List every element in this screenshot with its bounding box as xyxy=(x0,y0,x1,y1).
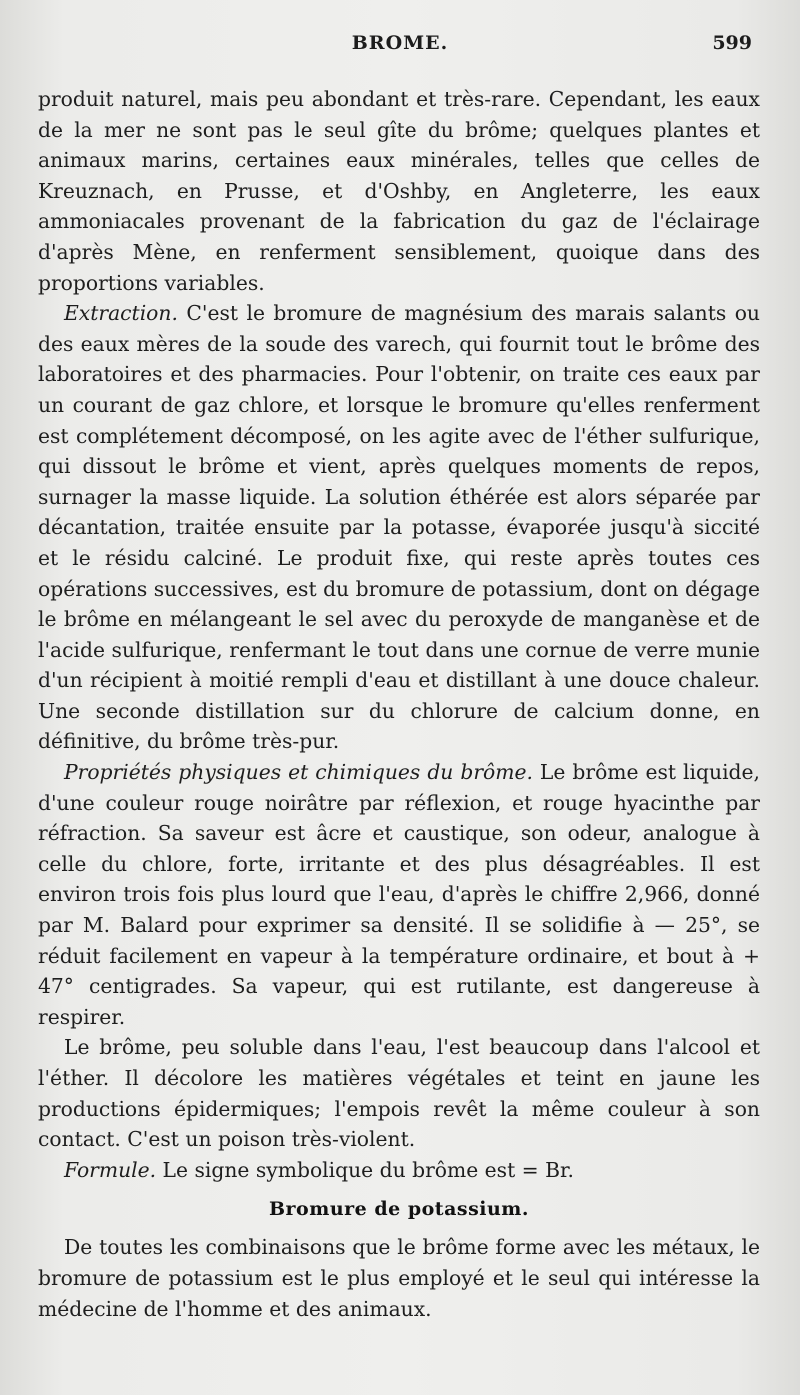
page-body xyxy=(38,84,760,1324)
section-heading: Bromure de potassium. xyxy=(268,1198,530,1221)
paragraph-text: De toutes les combinaisons que le brôme forme avec les métaux, le bromure de potassium est le plus employé et le seul qui intéresse la médecine de l'homme et des animaux. xyxy=(38,1235,760,1321)
paragraph-properties xyxy=(38,757,760,1032)
page-number: 599 xyxy=(712,32,752,54)
paragraph-continuation xyxy=(38,84,760,298)
page-header xyxy=(0,32,800,62)
paragraph-extraction xyxy=(38,298,760,757)
paragraph-solubility xyxy=(38,1032,760,1154)
paragraph-text: produit naturel, mais peu abondant et très-rare. Cependant, les eaux de la mer ne sont pas le seul gîte du brôme; quelques plantes et animaux marins, certaines eaux minérales, telles que celles de Kreuznach, en Prusse, et d'Oshby, en Angleterre, les eaux ammoniacales provenant de la fabrication du gaz de l'éclairage d'après Mène, en renferment sensiblement, quoique dans des proportions variables. xyxy=(38,87,760,295)
running-title: BROME. xyxy=(351,32,449,54)
paragraph-lead-extraction: Extraction. xyxy=(64,301,178,326)
paragraph-lead-formula: Formule. xyxy=(64,1157,157,1182)
paragraph-lead-properties: Propriétés physiques et chimiques du brôme. xyxy=(64,760,533,785)
paragraph-formula xyxy=(38,1155,760,1186)
paragraph-text: Le brôme, peu soluble dans l'eau, l'est beaucoup dans l'alcool et l'éther. Il décolore les matières végétales et teint en jaune les productions épidermiques; l'empois revêt la même couleur à son contact. C'est un poison très-violent. xyxy=(38,1035,760,1152)
paragraph-text: C'est le bromure de magnésium des marais salants ou des eaux mères de la soude des varech, qui fournit tout le brôme des laboratoires et des pharmacies. Pour l'obtenir, on traite ces eaux par un courant de gaz chlore, et lorsque le bromure qu'elles renferment est complétement décomposé, on les agite avec de l'éther sulfurique, qui dissout le brôme et vient, après quelques moments de repos, surnager la masse liquide. La solution éthérée est alors séparée par décantation, traitée ensuite par la potasse, évaporée jusqu'à siccité et le résidu calciné. Le produit fixe, qui reste après toutes ces opérations successives, est du bromure de potassium, dont on dégage le brôme en mélangeant le sel avec du peroxyde de manganèse et de l'acide sulfurique, renfermant le tout dans une cornue de verre munie d'un récipient à moitié rempli d'eau et distillant à une douce chaleur. Une seconde distillation sur du chlorure de calcium donne, en définitive, du brôme très-pur. xyxy=(38,301,760,754)
paragraph-text: Le signe symbolique du brôme est = Br. xyxy=(156,1157,574,1182)
paragraph-bromure xyxy=(38,1232,760,1324)
paragraph-text: Le brôme est liquide, d'une couleur rouge noirâtre par réflexion, et rouge hyacinthe par réfraction. Sa saveur est âcre et caustique, son odeur, analogue à celle du chlore, forte, irritante et des plus désagréables. Il est environ trois fois plus lourd que l'eau, d'après le chiffre 2,966, donné par M. Balard pour exprimer sa densité. Il se solidifie à — 25°, se réduit facilement en vapeur à la température ordinaire, et bout à + 47° centigrades. Sa vapeur, qui est rutilante, est dangereuse à respirer. xyxy=(38,760,760,1029)
